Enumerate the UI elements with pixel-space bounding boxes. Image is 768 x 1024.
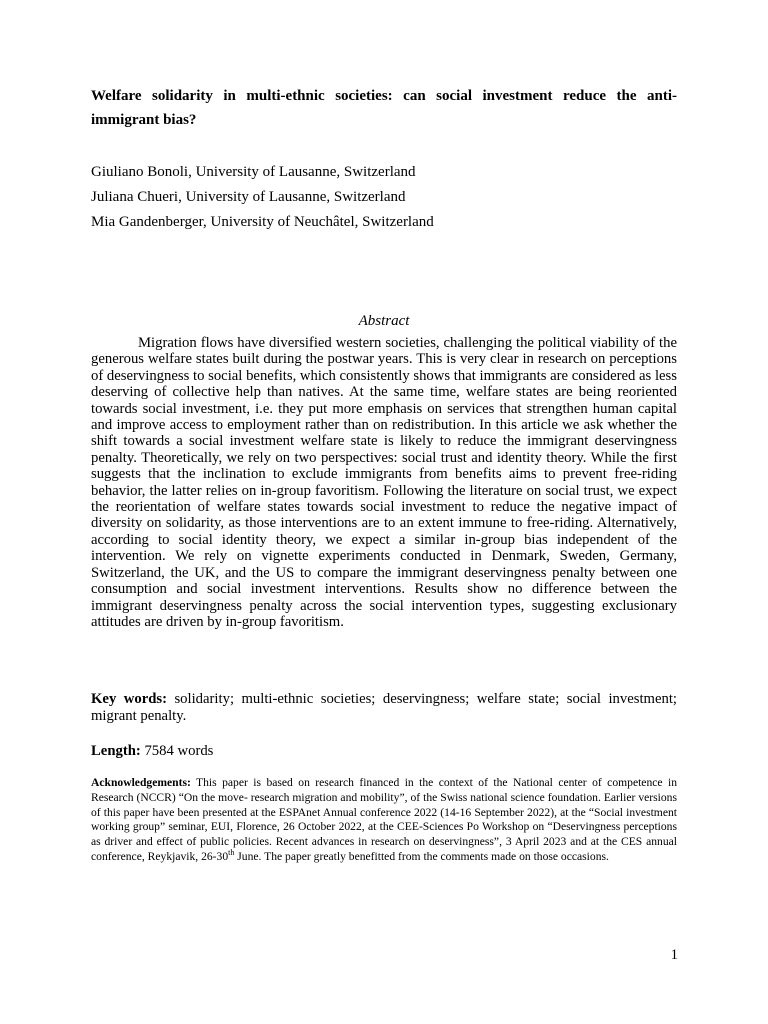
acknowledgements-label: Acknowledgements:: [91, 776, 191, 789]
acknowledgements-paragraph: [91, 776, 677, 865]
ordinal-superscript: th: [228, 848, 235, 858]
abstract-heading: Abstract: [358, 313, 410, 329]
author-line: Giuliano Bonoli, University of Lausanne, Switzerland: [91, 164, 416, 180]
length-label: Length:: [91, 743, 141, 759]
author-list: [91, 160, 677, 235]
length-text: 7584 words: [140, 743, 214, 759]
keywords-label: Key words:: [91, 691, 167, 707]
length-paragraph: [91, 742, 677, 760]
page-number: 1: [670, 947, 678, 963]
paper-title: Welfare solidarity in multi-ethnic societies: can social investment reduce the anti-immigrant bias?: [91, 88, 677, 128]
keywords-text: solidarity; multi-ethnic societies; deservingness; welfare state; social investment; migrant penalty.: [91, 691, 677, 724]
author-line: Mia Gandenberger, University of Neuchâtel, Switzerland: [91, 214, 434, 230]
abstract-text: Migration flows have diversified western societies, challenging the political viability of the generous welfare states built during the postwar years. This is very clear in research on perceptions of deservingness to social benefits, which consistently shows that immigrants are considered as less deserving of collective help than natives. At the same time, welfare states are being reoriented towards social investment, i.e. they put more emphasis on services that strengthen human capital and improve access to employment rather than on redistribution. In this article we ask whether the shift towards a social investment welfare state is likely to reduce the immigrant deservingness penalty. Theoretically, we rely on two perspectives: social trust and identity theory. While the first suggests that the inclination to exclude immigrants from benefits aims to prevent free-riding behavior, the latter relies on in-group favoritism. Following the literature on social trust, we expect the reorientation of welfare states towards social investment to reduce the negative impact of diversity on solidarity, as those interventions are to an extent immune to free-riding. Alternatively, according to social identity theory, we expect a similar in-group bias independent of the intervention. We rely on vignette experiments conducted in Denmark, Sweden, Germany, Switzerland, the UK, and the US to compare the immigrant deservingness penalty between one consumption and social investment interventions. Results show no difference between the immigrant deservingness penalty across the social intervention types, suggesting exclusionary attitudes are driven by in-group favoritism.: [91, 335, 677, 630]
acknowledgements-text: This paper is based on research financed in the context of the National center of competence in Research (NCCR) “On the move- research migration and mobility”, of the Swiss national science foundation. Earlier versions of this paper have been presented at the ESPAnet Annual conference 2022 (14-16 September 2022), at the “Social investment working group” seminar, EUI, Florence, 26 October 2022, at the CEE-Sciences Po Workshop on “Deservingness perceptions as driver and effect of public policies. Recent advances in research on deservingness”, 3 April 2023 and at the CES annual conference, Reykjavik, 26-30: [91, 776, 677, 863]
keywords-paragraph: [91, 691, 677, 725]
acknowledgements-text-end: June. The paper greatly benefitted from the comments made on those occasions.: [234, 849, 609, 863]
author-line: Juliana Chueri, University of Lausanne, Switzerland: [91, 189, 406, 205]
